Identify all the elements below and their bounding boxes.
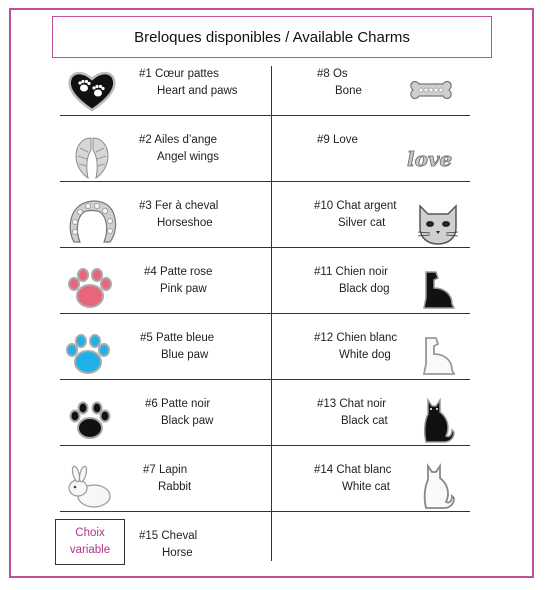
variable-choice-note bbox=[55, 519, 125, 565]
charm-name-fr: #9 Love bbox=[317, 134, 358, 146]
charm-name-en: Pink paw bbox=[160, 283, 207, 295]
charm-name-fr: #5 Patte bleue bbox=[140, 332, 215, 344]
charm-name-fr: #13 Chat noir bbox=[317, 398, 387, 410]
charm-name-fr: #15 Cheval bbox=[139, 530, 198, 542]
charm-name-en: Silver cat bbox=[338, 217, 386, 229]
black-cat-charm-icon bbox=[410, 396, 466, 446]
charm-cell-10 bbox=[272, 190, 472, 256]
charm-cell-2 bbox=[60, 124, 270, 190]
charm-name-fr: #6 Patte noir bbox=[145, 398, 211, 410]
charm-name-en: Blue paw bbox=[161, 349, 209, 361]
charm-cell-14 bbox=[272, 454, 472, 520]
choice-note-line2: variable bbox=[69, 544, 111, 556]
charm-cell-4 bbox=[60, 256, 270, 322]
black-paw-charm-icon bbox=[62, 396, 118, 446]
charm-name-fr: #4 Patte rose bbox=[144, 266, 213, 278]
bone-charm-icon bbox=[403, 66, 459, 116]
charm-name-en: Black paw bbox=[161, 415, 214, 427]
page-title: Breloques disponibles / Available Charms bbox=[52, 16, 492, 58]
charm-name-en: Angel wings bbox=[157, 151, 220, 163]
charm-cell-3 bbox=[60, 190, 270, 256]
silver-cat-charm-icon bbox=[410, 198, 466, 248]
charm-name-en: Bone bbox=[335, 85, 362, 97]
charm-name-fr: #8 Os bbox=[317, 68, 348, 80]
charm-name-fr: #12 Chien blanc bbox=[314, 332, 398, 344]
choice-note-line1: Choix bbox=[75, 527, 105, 539]
charm-name-en: Rabbit bbox=[158, 481, 192, 493]
charm-name-fr: #7 Lapin bbox=[143, 464, 188, 476]
charm-cell-5 bbox=[60, 322, 270, 388]
horseshoe-charm-icon bbox=[64, 198, 120, 248]
charm-name-en: Black cat bbox=[341, 415, 388, 427]
charm-name-fr: #14 Chat blanc bbox=[314, 464, 392, 476]
charm-cell-7 bbox=[60, 454, 270, 520]
charm-cell-8 bbox=[272, 58, 472, 124]
charm-name-en: Black dog bbox=[339, 283, 390, 295]
charm-cell-13 bbox=[272, 388, 472, 454]
heart-paws-charm-icon bbox=[64, 66, 120, 116]
black-dog-charm-icon bbox=[410, 264, 466, 314]
love-charm-icon bbox=[403, 132, 459, 182]
charm-name-fr: #2 Ailes d’ange bbox=[139, 134, 218, 146]
charm-name-fr: #10 Chat argent bbox=[314, 200, 397, 212]
blue-paw-charm-icon bbox=[60, 330, 116, 380]
charm-name-fr: #1 Cœur pattes bbox=[139, 68, 219, 80]
charm-name-fr: #11 Chien noir bbox=[314, 266, 388, 278]
charm-name-en: Horse bbox=[162, 547, 193, 559]
charm-cell-11 bbox=[272, 256, 472, 322]
charm-cell-12 bbox=[272, 322, 472, 388]
svg-text:love: love bbox=[407, 147, 453, 171]
charm-cell-6 bbox=[60, 388, 270, 454]
pink-paw-charm-icon bbox=[62, 264, 118, 314]
charm-name-en: Horseshoe bbox=[157, 217, 213, 229]
charm-name-en: White dog bbox=[339, 349, 391, 361]
white-cat-charm-icon bbox=[410, 462, 466, 512]
charm-name-fr: #3 Fer à cheval bbox=[139, 200, 219, 212]
charm-name-en: White cat bbox=[342, 481, 390, 493]
charm-name-en: Heart and paws bbox=[157, 85, 238, 97]
charm-cell-9 bbox=[272, 124, 472, 190]
charm-cell-1 bbox=[60, 58, 270, 124]
white-dog-charm-icon bbox=[410, 330, 466, 380]
rabbit-charm-icon bbox=[62, 462, 118, 512]
angel-wings-charm-icon bbox=[64, 132, 120, 182]
